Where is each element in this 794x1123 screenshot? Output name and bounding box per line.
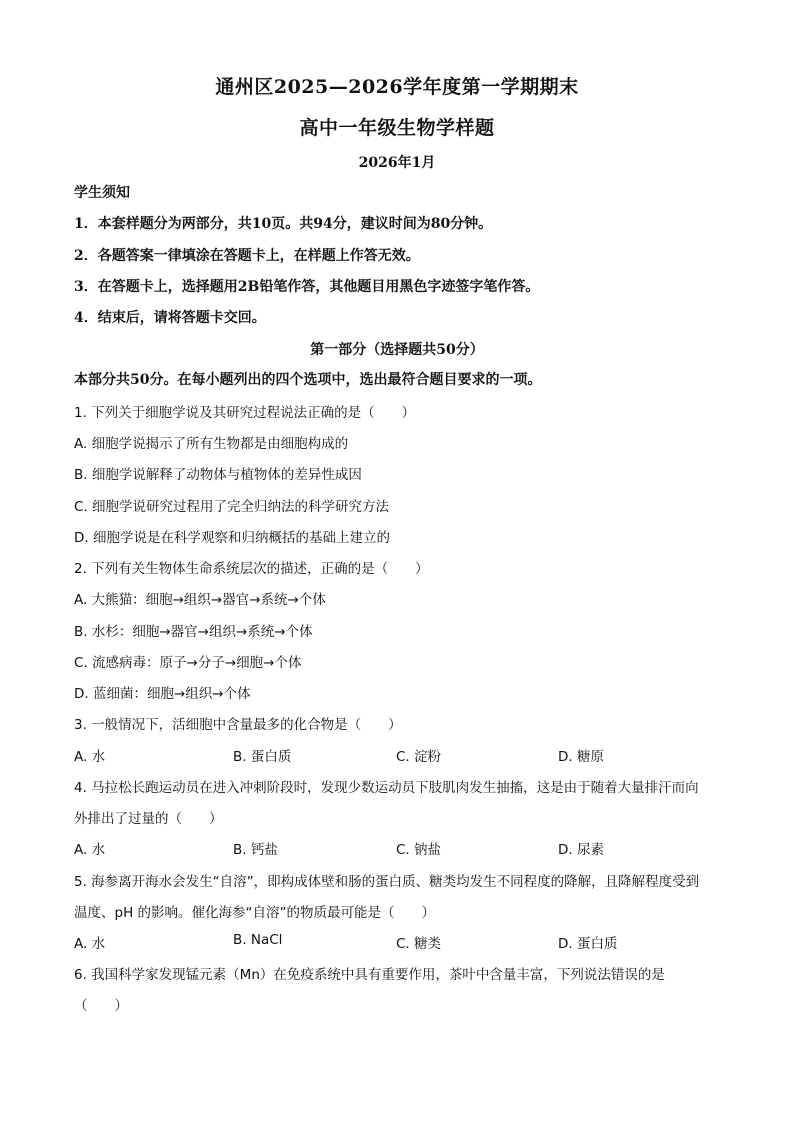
notice-item: 1．本套样题分为两部分，共10页。共94分，建议时间为80分钟。 bbox=[74, 216, 493, 232]
option: D. 糖原 bbox=[558, 749, 604, 765]
option: B. 水杉：细胞→器官→组织→系统→个体 bbox=[74, 624, 313, 640]
option: B. 蛋白质 bbox=[233, 749, 292, 765]
question-stem: 1. 下列关于细胞学说及其研究过程说法正确的是（ ） bbox=[74, 405, 416, 421]
option: C. 钠盐 bbox=[396, 842, 442, 858]
option: D. 蓝细菌：细胞→组织→个体 bbox=[74, 686, 251, 702]
option: C. 糖类 bbox=[396, 936, 442, 952]
exam-subtitle: 高中一年级生物学样题 bbox=[299, 117, 495, 139]
section-title: 第一部分（选择题共50分） bbox=[310, 342, 484, 358]
notice-heading: 学生须知 bbox=[74, 185, 130, 201]
option: C. 淀粉 bbox=[396, 749, 442, 765]
question-stem: 2. 下列有关生物体生命系统层次的描述，正确的是（ ） bbox=[74, 561, 429, 577]
option: B. 钙盐 bbox=[233, 842, 278, 858]
notice-item: 4．结束后，请将答题卡交回。 bbox=[74, 310, 266, 326]
exam-title: 通州区2025—2026学年度第一学期期末 bbox=[215, 76, 579, 98]
option: A. 大熊猫：细胞→组织→器官→系统→个体 bbox=[74, 592, 326, 608]
option: B. NaCl bbox=[233, 932, 283, 948]
question-stem: 6. 我国科学家发现锰元素（Mn）在免疫系统中具有重要作用，茶叶中含量丰富，下列说法错误的是 bbox=[74, 967, 665, 983]
option: B. 细胞学说解释了动物体与植物体的差异性成因 bbox=[74, 467, 362, 483]
question-stem: 4. 马拉松长跑运动员在进入冲刺阶段时，发现少数运动员下肢肌肉发生抽搐，这是由于随着大量排汗而向 bbox=[74, 780, 699, 796]
option: D. 尿素 bbox=[558, 842, 604, 858]
question-stem: 3. 一般情况下，活细胞中含量最多的化合物是（ ） bbox=[74, 717, 402, 733]
notice-item: 3．在答题卡上，选择题用2B铅笔作答，其他题目用黑色字迹签字笔作答。 bbox=[74, 279, 540, 295]
option: A. 水 bbox=[74, 936, 106, 952]
option: A. 水 bbox=[74, 842, 106, 858]
option: A. 水 bbox=[74, 749, 106, 765]
option: C. 细胞学说研究过程用了完全归纳法的科学研究方法 bbox=[74, 499, 390, 515]
question-stem-cont: （ ） bbox=[74, 998, 128, 1014]
option: D. 细胞学说是在科学观察和归纳概括的基础上建立的 bbox=[74, 530, 390, 546]
section-instruction: 本部分共50分。在每小题列出的四个选项中，选出最符合题目要求的一项。 bbox=[74, 372, 542, 388]
option: A. 细胞学说揭示了所有生物都是由细胞构成的 bbox=[74, 436, 349, 452]
question-stem-cont: 外排出了过量的（ ） bbox=[74, 811, 223, 827]
option: D. 蛋白质 bbox=[558, 936, 618, 952]
option: C. 流感病毒：原子→分子→细胞→个体 bbox=[74, 655, 302, 671]
question-stem: 5. 海参离开海水会发生“自溶”，即构成体壁和肠的蛋白质、糖类均发生不同程度的降解，且降解程度受到 bbox=[74, 874, 700, 890]
exam-date: 2026年1月 bbox=[358, 155, 436, 171]
notice-item: 2．各题答案一律填涂在答题卡上，在样题上作答无效。 bbox=[74, 248, 420, 264]
question-stem-cont: 温度、pH 的影响。催化海参“自溶”的物质最可能是（ ） bbox=[74, 905, 435, 921]
